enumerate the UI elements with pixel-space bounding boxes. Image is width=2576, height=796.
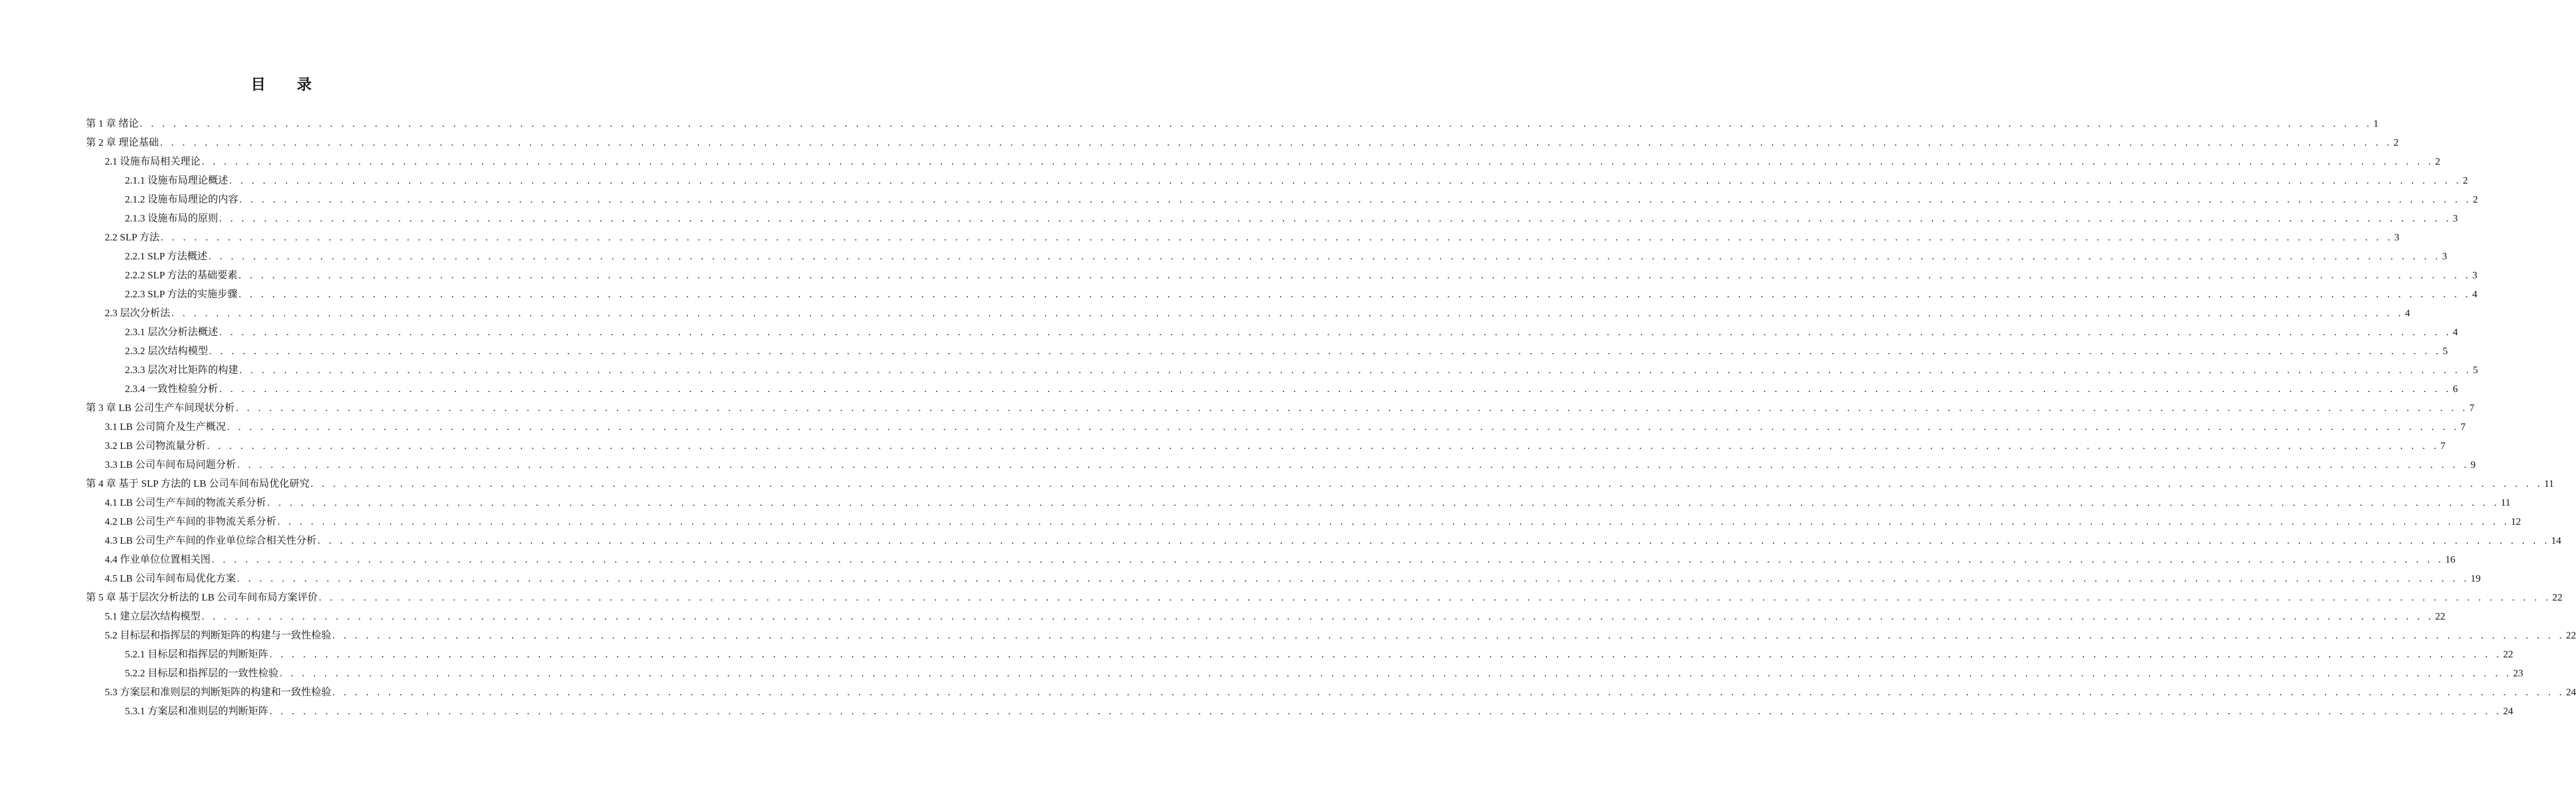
toc-entry[interactable] <box>86 133 2399 152</box>
toc-entry-title: 第 5 章 基于层次分析法的 LB 公司车间布局方案评价 <box>86 592 318 603</box>
toc-page-number: 3 <box>2472 269 2478 281</box>
toc-entry[interactable] <box>86 399 2475 418</box>
toc-page-number: 2 <box>2435 156 2440 167</box>
toc-page-number: 2 <box>2393 137 2399 148</box>
toc-page-number: 23 <box>2513 667 2523 679</box>
toc-page-number: 4 <box>2452 326 2458 338</box>
toc-dot-leader: . . . . . . . . . . . . . . . . . . . . . . . . . . . . . . . . . . . . . . . . . . . . . . . . . . . . . . . . . . . . . . . . . . . . . . . . . . . . . . . . . . . . . . . . . . . . . . . . . . . . . . . . . . . . . . . . . . . . . . . . . . . . . . . . . . . . . . . . . . . . . . . . . . . . . . . . . . . . . . . . . . . . . . . . . . . . . . . . . . . . . . . . . . . . . . . . . . . . . . . . <box>239 364 2472 375</box>
toc-entry-title: 第 4 章 基于 SLP 方法的 LB 公司车间布局优化研究 <box>86 478 310 489</box>
toc-page-number: 24 <box>2503 705 2513 717</box>
toc-entry-title: 5.2 目标层和指挥层的判断矩阵的构建与一致性检验 <box>105 630 332 641</box>
toc-entry[interactable] <box>105 418 2466 436</box>
toc-dot-leader: . . . . . . . . . . . . . . . . . . . . . . . . . . . . . . . . . . . . . . . . . . . . . . . . . . . . . . . . . . . . . . . . . . . . . . . . . . . . . . . . . . . . . . . . . . . . . . . . . . . . . . . . . . . . . . . . . . . . . . . . . . . . . . . . . . . . . . . . . . . . . . . . . . . . . . . . . . . . . . . . . . . . . . . . . . . . . . . . . . . . . . . . . . . . . . . . . . . . . . . . <box>237 459 2470 470</box>
toc-page-number: 22 <box>2435 611 2446 622</box>
toc-dot-leader: . . . . . . . . . . . . . . . . . . . . . . . . . . . . . . . . . . . . . . . . . . . . . . . . . . . . . . . . . . . . . . . . . . . . . . . . . . . . . . . . . . . . . . . . . . . . . . . . . . . . . . . . . . . . . . . . . . . . . . . . . . . . . . . . . . . . . . . . . . . . . . . . . . . . . . . . . . . . . . . . . . . . . . . . . . . . . . . . . . . . . . . . . . . . . . . . . . . . . . . . <box>267 497 2500 508</box>
toc-entry-title: 2.1 设施布局相关理论 <box>105 156 201 167</box>
toc-entry[interactable] <box>125 342 2448 361</box>
toc-page-number: 22 <box>2566 630 2576 641</box>
toc-entry[interactable] <box>105 228 2400 247</box>
toc-dot-leader: . . . . . . . . . . . . . . . . . . . . . . . . . . . . . . . . . . . . . . . . . . . . . . . . . . . . . . . . . . . . . . . . . . . . . . . . . . . . . . . . . . . . . . . . . . . . . . . . . . . . . . . . . . . . . . . . . . . . . . . . . . . . . . . . . . . . . . . . . . . . . . . . . . . . . . . . . . . . . . . . . . . . . . . . . . . . . . . . . . . . . . . . . . . . . . . . . . . . . . . . <box>219 383 2452 394</box>
toc-dot-leader: . . . . . . . . . . . . . . . . . . . . . . . . . . . . . . . . . . . . . . . . . . . . . . . . . . . . . . . . . . . . . . . . . . . . . . . . . . . . . . . . . . . . . . . . . . . . . . . . . . . . . . . . . . . . . . . . . . . . . . . . . . . . . . . . . . . . . . . . . . . . . . . . . . . . . . . . . . . . . . . . . . . . . . . . . . . . . . . . . . . . . . . . . . . . . . . . . . . . . . . . <box>160 232 2393 243</box>
toc-dot-leader: . . . . . . . . . . . . . . . . . . . . . . . . . . . . . . . . . . . . . . . . . . . . . . . . . . . . . . . . . . . . . . . . . . . . . . . . . . . . . . . . . . . . . . . . . . . . . . . . . . . . . . . . . . . . . . . . . . . . . . . . . . . . . . . . . . . . . . . . . . . . . . . . . . . . . . . . . . . . . . . . . . . . . . . . . . . . . . . . . . . . . . . . . . . . . . . . . . . . . . . . <box>171 307 2404 319</box>
toc-dot-leader: . . . . . . . . . . . . . . . . . . . . . . . . . . . . . . . . . . . . . . . . . . . . . . . . . . . . . . . . . . . . . . . . . . . . . . . . . . . . . . . . . . . . . . . . . . . . . . . . . . . . . . . . . . . . . . . . . . . . . . . . . . . . . . . . . . . . . . . . . . . . . . . . . . . . . . . . . . . . . . . . . . . . . . . . . . . . . . . . . . . . . . . . . . . . . . . . . . . . . . . . <box>237 573 2470 584</box>
toc-entry-title: 4.1 LB 公司生产车间的物流关系分析 <box>105 497 266 508</box>
toc-entry-title: 第 3 章 LB 公司生产车间现状分析 <box>86 402 235 413</box>
toc-page-number: 2 <box>2462 175 2468 186</box>
toc-dot-leader: . . . . . . . . . . . . . . . . . . . . . . . . . . . . . . . . . . . . . . . . . . . . . . . . . . . . . . . . . . . . . . . . . . . . . . . . . . . . . . . . . . . . . . . . . . . . . . . . . . . . . . . . . . . . . . . . . . . . . . . . . . . . . . . . . . . . . . . . . . . . . . . . . . . . . . . . . . . . . . . . . . . . . . . . . . . . . . . . . . . . . . . . . . . . . . . . . . . . . . . . <box>279 667 2512 679</box>
toc-page-number: 11 <box>2544 478 2554 489</box>
toc-dot-leader: . . . . . . . . . . . . . . . . . . . . . . . . . . . . . . . . . . . . . . . . . . . . . . . . . . . . . . . . . . . . . . . . . . . . . . . . . . . . . . . . . . . . . . . . . . . . . . . . . . . . . . . . . . . . . . . . . . . . . . . . . . . . . . . . . . . . . . . . . . . . . . . . . . . . . . . . . . . . . . . . . . . . . . . . . . . . . . . . . . . . . . . . . . . . . . . . . . . . . . . . <box>208 251 2441 262</box>
toc-entry[interactable] <box>125 645 2513 664</box>
toc-entry[interactable] <box>105 512 2522 531</box>
toc-entry[interactable] <box>125 323 2458 342</box>
toc-dot-leader: . . . . . . . . . . . . . . . . . . . . . . . . . . . . . . . . . . . . . . . . . . . . . . . . . . . . . . . . . . . . . . . . . . . . . . . . . . . . . . . . . . . . . . . . . . . . . . . . . . . . . . . . . . . . . . . . . . . . . . . . . . . . . . . . . . . . . . . . . . . . . . . . . . . . . . . . . . . . . . . . . . . . . . . . . . . . . . . . . . . . . . . . . . . . . . . . . . . . . . . . <box>332 686 2565 698</box>
toc-page-number: 12 <box>2511 516 2522 527</box>
toc-entry-title: 5.1 建立层次结构模型 <box>105 611 201 622</box>
toc-dot-leader: . . . . . . . . . . . . . . . . . . . . . . . . . . . . . . . . . . . . . . . . . . . . . . . . . . . . . . . . . . . . . . . . . . . . . . . . . . . . . . . . . . . . . . . . . . . . . . . . . . . . . . . . . . . . . . . . . . . . . . . . . . . . . . . . . . . . . . . . . . . . . . . . . . . . . . . . . . . . . . . . . . . . . . . . . . . . . . . . . . . . . . . . . . . . . . . . . . . . . . . . <box>140 118 2372 129</box>
toc-entry-title: 4.4 作业单位位置相关图 <box>105 554 211 565</box>
toc-entry[interactable] <box>125 190 2478 209</box>
toc-page-number: 6 <box>2452 383 2458 394</box>
toc-page-number: 1 <box>2373 118 2379 129</box>
toc-dot-leader: . . . . . . . . . . . . . . . . . . . . . . . . . . . . . . . . . . . . . . . . . . . . . . . . . . . . . . . . . . . . . . . . . . . . . . . . . . . . . . . . . . . . . . . . . . . . . . . . . . . . . . . . . . . . . . . . . . . . . . . . . . . . . . . . . . . . . . . . . . . . . . . . . . . . . . . . . . . . . . . . . . . . . . . . . . . . . . . . . . . . . . . . . . . . . . . . . . . . . . . . <box>277 516 2510 527</box>
toc-dot-leader: . . . . . . . . . . . . . . . . . . . . . . . . . . . . . . . . . . . . . . . . . . . . . . . . . . . . . . . . . . . . . . . . . . . . . . . . . . . . . . . . . . . . . . . . . . . . . . . . . . . . . . . . . . . . . . . . . . . . . . . . . . . . . . . . . . . . . . . . . . . . . . . . . . . . . . . . . . . . . . . . . . . . . . . . . . . . . . . . . . . . . . . . . . . . . . . . . . . . . . . . <box>209 345 2442 357</box>
toc-page-number: 22 <box>2503 649 2513 660</box>
toc-entry[interactable] <box>125 171 2468 190</box>
toc-page-number: 3 <box>2452 213 2458 224</box>
toc-entry[interactable] <box>105 531 2562 550</box>
toc-entry[interactable] <box>105 152 2440 171</box>
toc-entry-title: 4.5 LB 公司车间布局优化方案 <box>105 573 236 584</box>
toc-page-number: 22 <box>2552 592 2563 603</box>
toc-entry-title: 2.1.1 设施布局理论概述 <box>125 175 229 186</box>
toc-dot-leader: . . . . . . . . . . . . . . . . . . . . . . . . . . . . . . . . . . . . . . . . . . . . . . . . . . . . . . . . . . . . . . . . . . . . . . . . . . . . . . . . . . . . . . . . . . . . . . . . . . . . . . . . . . . . . . . . . . . . . . . . . . . . . . . . . . . . . . . . . . . . . . . . . . . . . . . . . . . . . . . . . . . . . . . . . . . . . . . . . . . . . . . . . . . . . . . . . . . . . . . . <box>160 137 2392 148</box>
toc-page-number: 7 <box>2440 440 2446 451</box>
toc-entry[interactable] <box>105 493 2511 512</box>
toc-entry-title: 4.2 LB 公司生产车间的非物流关系分析 <box>105 516 276 527</box>
toc-dot-leader: . . . . . . . . . . . . . . . . . . . . . . . . . . . . . . . . . . . . . . . . . . . . . . . . . . . . . . . . . . . . . . . . . . . . . . . . . . . . . . . . . . . . . . . . . . . . . . . . . . . . . . . . . . . . . . . . . . . . . . . . . . . . . . . . . . . . . . . . . . . . . . . . . . . . . . . . . . . . . . . . . . . . . . . . . . . . . . . . . . . . . . . . . . . . . . . . . . . . . . . . <box>239 194 2472 205</box>
toc-page-number: 4 <box>2472 288 2478 300</box>
toc-page-number: 4 <box>2405 307 2410 319</box>
toc-entry[interactable] <box>125 702 2513 721</box>
toc-entry-title: 5.3.1 方案层和准则层的判断矩阵 <box>125 705 269 717</box>
toc-entry-title: 2.1.2 设施布局理论的内容 <box>125 194 239 205</box>
toc-page-number: 7 <box>2469 402 2475 413</box>
toc-page-number: 9 <box>2471 459 2476 470</box>
toc-entry-title: 2.3.3 层次对比矩阵的构建 <box>125 364 239 375</box>
toc-entry-title: 4.3 LB 公司生产车间的作业单位综合相关性分析 <box>105 535 317 546</box>
toc-entry[interactable] <box>125 266 2478 285</box>
toc-entry-title: 5.2.1 目标层和指挥层的判断矩阵 <box>125 649 269 660</box>
toc-dot-leader: . . . . . . . . . . . . . . . . . . . . . . . . . . . . . . . . . . . . . . . . . . . . . . . . . . . . . . . . . . . . . . . . . . . . . . . . . . . . . . . . . . . . . . . . . . . . . . . . . . . . . . . . . . . . . . . . . . . . . . . . . . . . . . . . . . . . . . . . . . . . . . . . . . . . . . . . . . . . . . . . . . . . . . . . . . . . . . . . . . . . . . . . . . . . . . . . . . . . . . . . <box>236 402 2468 413</box>
toc-entry[interactable] <box>105 436 2446 455</box>
toc-dot-leader: . . . . . . . . . . . . . . . . . . . . . . . . . . . . . . . . . . . . . . . . . . . . . . . . . . . . . . . . . . . . . . . . . . . . . . . . . . . . . . . . . . . . . . . . . . . . . . . . . . . . . . . . . . . . . . . . . . . . . . . . . . . . . . . . . . . . . . . . . . . . . . . . . . . . . . . . . . . . . . . . . . . . . . . . . . . . . . . . . . . . . . . . . . . . . . . . . . . . . . . . <box>239 269 2471 281</box>
toc-entry[interactable] <box>125 380 2458 399</box>
toc-entry-title: 2.3.1 层次分析法概述 <box>125 326 218 338</box>
toc-page-number: 7 <box>2461 421 2466 432</box>
toc-entry[interactable] <box>105 304 2410 323</box>
toc-dot-leader: . . . . . . . . . . . . . . . . . . . . . . . . . . . . . . . . . . . . . . . . . . . . . . . . . . . . . . . . . . . . . . . . . . . . . . . . . . . . . . . . . . . . . . . . . . . . . . . . . . . . . . . . . . . . . . . . . . . . . . . . . . . . . . . . . . . . . . . . . . . . . . . . . . . . . . . . . . . . . . . . . . . . . . . . . . . . . . . . . . . . . . . . . . . . . . . . . . . . . . . . <box>332 630 2565 641</box>
toc-entry-title: 2.2.2 SLP 方法的基础要素 <box>125 269 238 281</box>
toc-entry[interactable] <box>125 209 2458 228</box>
toc-entry-title: 2.2.3 SLP 方法的实施步骤 <box>125 288 238 300</box>
toc-entry-title: 3.1 LB 公司简介及生产概况 <box>105 421 226 432</box>
toc-entry[interactable] <box>105 455 2476 474</box>
toc-entry[interactable] <box>125 285 2478 304</box>
toc-page-number: 3 <box>2442 251 2448 262</box>
toc-entry-title: 2.2.1 SLP 方法概述 <box>125 251 208 262</box>
toc-dot-leader: . . . . . . . . . . . . . . . . . . . . . . . . . . . . . . . . . . . . . . . . . . . . . . . . . . . . . . . . . . . . . . . . . . . . . . . . . . . . . . . . . . . . . . . . . . . . . . . . . . . . . . . . . . . . . . . . . . . . . . . . . . . . . . . . . . . . . . . . . . . . . . . . . . . . . . . . . . . . . . . . . . . . . . . . . . . . . . . . . . . . . . . . . . . . . . . . . . . . . . . . <box>201 156 2435 167</box>
toc-entry[interactable] <box>105 626 2576 645</box>
toc-dot-leader: . . . . . . . . . . . . . . . . . . . . . . . . . . . . . . . . . . . . . . . . . . . . . . . . . . . . . . . . . . . . . . . . . . . . . . . . . . . . . . . . . . . . . . . . . . . . . . . . . . . . . . . . . . . . . . . . . . . . . . . . . . . . . . . . . . . . . . . . . . . . . . . . . . . . . . . . . . . . . . . . . . . . . . . . . . . . . . . . . . . . . . . . . . . . . . . . . . . . . . . . <box>269 649 2502 660</box>
toc-dot-leader: . . . . . . . . . . . . . . . . . . . . . . . . . . . . . . . . . . . . . . . . . . . . . . . . . . . . . . . . . . . . . . . . . . . . . . . . . . . . . . . . . . . . . . . . . . . . . . . . . . . . . . . . . . . . . . . . . . . . . . . . . . . . . . . . . . . . . . . . . . . . . . . . . . . . . . . . . . . . . . . . . . . . . . . . . . . . . . . . . . . . . . . . . . . . . . . . . . . . . . . . <box>310 478 2543 489</box>
toc-entry[interactable] <box>105 569 2481 588</box>
toc-entry-title: 2.3 层次分析法 <box>105 307 171 319</box>
toc-page-number: 5 <box>2442 345 2448 357</box>
toc-entry[interactable] <box>105 683 2576 702</box>
toc-entry[interactable] <box>125 664 2523 683</box>
toc-dot-leader: . . . . . . . . . . . . . . . . . . . . . . . . . . . . . . . . . . . . . . . . . . . . . . . . . . . . . . . . . . . . . . . . . . . . . . . . . . . . . . . . . . . . . . . . . . . . . . . . . . . . . . . . . . . . . . . . . . . . . . . . . . . . . . . . . . . . . . . . . . . . . . . . . . . . . . . . . . . . . . . . . . . . . . . . . . . . . . . . . . . . . . . . . . . . . . . . . . . . . . . . <box>229 175 2462 186</box>
toc-entry-title: 2.1.3 设施布局的原则 <box>125 213 218 224</box>
toc-entry-title: 3.2 LB 公司物流量分析 <box>105 440 206 451</box>
toc-dot-leader: . . . . . . . . . . . . . . . . . . . . . . . . . . . . . . . . . . . . . . . . . . . . . . . . . . . . . . . . . . . . . . . . . . . . . . . . . . . . . . . . . . . . . . . . . . . . . . . . . . . . . . . . . . . . . . . . . . . . . . . . . . . . . . . . . . . . . . . . . . . . . . . . . . . . . . . . . . . . . . . . . . . . . . . . . . . . . . . . . . . . . . . . . . . . . . . . . . . . . . . . <box>201 611 2435 622</box>
toc-dot-leader: . . . . . . . . . . . . . . . . . . . . . . . . . . . . . . . . . . . . . . . . . . . . . . . . . . . . . . . . . . . . . . . . . . . . . . . . . . . . . . . . . . . . . . . . . . . . . . . . . . . . . . . . . . . . . . . . . . . . . . . . . . . . . . . . . . . . . . . . . . . . . . . . . . . . . . . . . . . . . . . . . . . . . . . . . . . . . . . . . . . . . . . . . . . . . . . . . . . . . . . . <box>211 554 2445 565</box>
toc-entry-title: 5.3 方案层和准则层的判断矩阵的构建和一致性检验 <box>105 686 332 698</box>
toc-entry[interactable] <box>86 114 2379 133</box>
toc-page-number: 3 <box>2394 232 2400 243</box>
toc-entry[interactable] <box>86 588 2563 607</box>
toc-list <box>0 114 2576 721</box>
toc-dot-leader: . . . . . . . . . . . . . . . . . . . . . . . . . . . . . . . . . . . . . . . . . . . . . . . . . . . . . . . . . . . . . . . . . . . . . . . . . . . . . . . . . . . . . . . . . . . . . . . . . . . . . . . . . . . . . . . . . . . . . . . . . . . . . . . . . . . . . . . . . . . . . . . . . . . . . . . . . . . . . . . . . . . . . . . . . . . . . . . . . . . . . . . . . . . . . . . . . . . . . . . . <box>269 705 2502 717</box>
page-title: 目 录 <box>250 76 325 93</box>
toc-dot-leader: . . . . . . . . . . . . . . . . . . . . . . . . . . . . . . . . . . . . . . . . . . . . . . . . . . . . . . . . . . . . . . . . . . . . . . . . . . . . . . . . . . . . . . . . . . . . . . . . . . . . . . . . . . . . . . . . . . . . . . . . . . . . . . . . . . . . . . . . . . . . . . . . . . . . . . . . . . . . . . . . . . . . . . . . . . . . . . . . . . . . . . . . . . . . . . . . . . . . . . . . <box>317 535 2551 546</box>
toc-entry[interactable] <box>86 474 2554 493</box>
toc-entry-title: 2.2 SLP 方法 <box>105 232 160 243</box>
toc-dot-leader: . . . . . . . . . . . . . . . . . . . . . . . . . . . . . . . . . . . . . . . . . . . . . . . . . . . . . . . . . . . . . . . . . . . . . . . . . . . . . . . . . . . . . . . . . . . . . . . . . . . . . . . . . . . . . . . . . . . . . . . . . . . . . . . . . . . . . . . . . . . . . . . . . . . . . . . . . . . . . . . . . . . . . . . . . . . . . . . . . . . . . . . . . . . . . . . . . . . . . . . . <box>239 288 2471 300</box>
toc-entry-title: 第 1 章 绪论 <box>86 118 139 129</box>
toc-entry-title: 2.3.4 一致性检验分析 <box>125 383 218 394</box>
toc-dot-leader: . . . . . . . . . . . . . . . . . . . . . . . . . . . . . . . . . . . . . . . . . . . . . . . . . . . . . . . . . . . . . . . . . . . . . . . . . . . . . . . . . . . . . . . . . . . . . . . . . . . . . . . . . . . . . . . . . . . . . . . . . . . . . . . . . . . . . . . . . . . . . . . . . . . . . . . . . . . . . . . . . . . . . . . . . . . . . . . . . . . . . . . . . . . . . . . . . . . . . . . . <box>227 421 2460 432</box>
toc-dot-leader: . . . . . . . . . . . . . . . . . . . . . . . . . . . . . . . . . . . . . . . . . . . . . . . . . . . . . . . . . . . . . . . . . . . . . . . . . . . . . . . . . . . . . . . . . . . . . . . . . . . . . . . . . . . . . . . . . . . . . . . . . . . . . . . . . . . . . . . . . . . . . . . . . . . . . . . . . . . . . . . . . . . . . . . . . . . . . . . . . . . . . . . . . . . . . . . . . . . . . . . . <box>207 440 2440 451</box>
toc-page-number: 5 <box>2472 364 2478 375</box>
toc-page-number: 2 <box>2472 194 2478 205</box>
toc-entry[interactable] <box>105 607 2446 626</box>
toc-page-number: 24 <box>2566 686 2576 698</box>
toc-page-number: 14 <box>2551 535 2562 546</box>
toc-entry-title: 2.3.2 层次结构模型 <box>125 345 208 357</box>
toc-page-number: 16 <box>2445 554 2456 565</box>
toc-entry-title: 第 2 章 理论基础 <box>86 137 159 148</box>
toc-entry[interactable] <box>105 550 2456 569</box>
toc-entry[interactable] <box>125 361 2478 380</box>
toc-page-number: 11 <box>2501 497 2511 508</box>
toc-page-number: 19 <box>2471 573 2481 584</box>
toc-entry[interactable] <box>125 247 2448 266</box>
toc-dot-leader: . . . . . . . . . . . . . . . . . . . . . . . . . . . . . . . . . . . . . . . . . . . . . . . . . . . . . . . . . . . . . . . . . . . . . . . . . . . . . . . . . . . . . . . . . . . . . . . . . . . . . . . . . . . . . . . . . . . . . . . . . . . . . . . . . . . . . . . . . . . . . . . . . . . . . . . . . . . . . . . . . . . . . . . . . . . . . . . . . . . . . . . . . . . . . . . . . . . . . . . . <box>219 326 2452 338</box>
toc-dot-leader: . . . . . . . . . . . . . . . . . . . . . . . . . . . . . . . . . . . . . . . . . . . . . . . . . . . . . . . . . . . . . . . . . . . . . . . . . . . . . . . . . . . . . . . . . . . . . . . . . . . . . . . . . . . . . . . . . . . . . . . . . . . . . . . . . . . . . . . . . . . . . . . . . . . . . . . . . . . . . . . . . . . . . . . . . . . . . . . . . . . . . . . . . . . . . . . . . . . . . . . . <box>219 213 2452 224</box>
toc-entry-title: 3.3 LB 公司车间布局问题分析 <box>105 459 236 470</box>
toc-entry-title: 5.2.2 目标层和指挥层的一致性检验 <box>125 667 279 679</box>
toc-dot-leader: . . . . . . . . . . . . . . . . . . . . . . . . . . . . . . . . . . . . . . . . . . . . . . . . . . . . . . . . . . . . . . . . . . . . . . . . . . . . . . . . . . . . . . . . . . . . . . . . . . . . . . . . . . . . . . . . . . . . . . . . . . . . . . . . . . . . . . . . . . . . . . . . . . . . . . . . . . . . . . . . . . . . . . . . . . . . . . . . . . . . . . . . . . . . . . . . . . . . . . . . <box>319 592 2552 603</box>
